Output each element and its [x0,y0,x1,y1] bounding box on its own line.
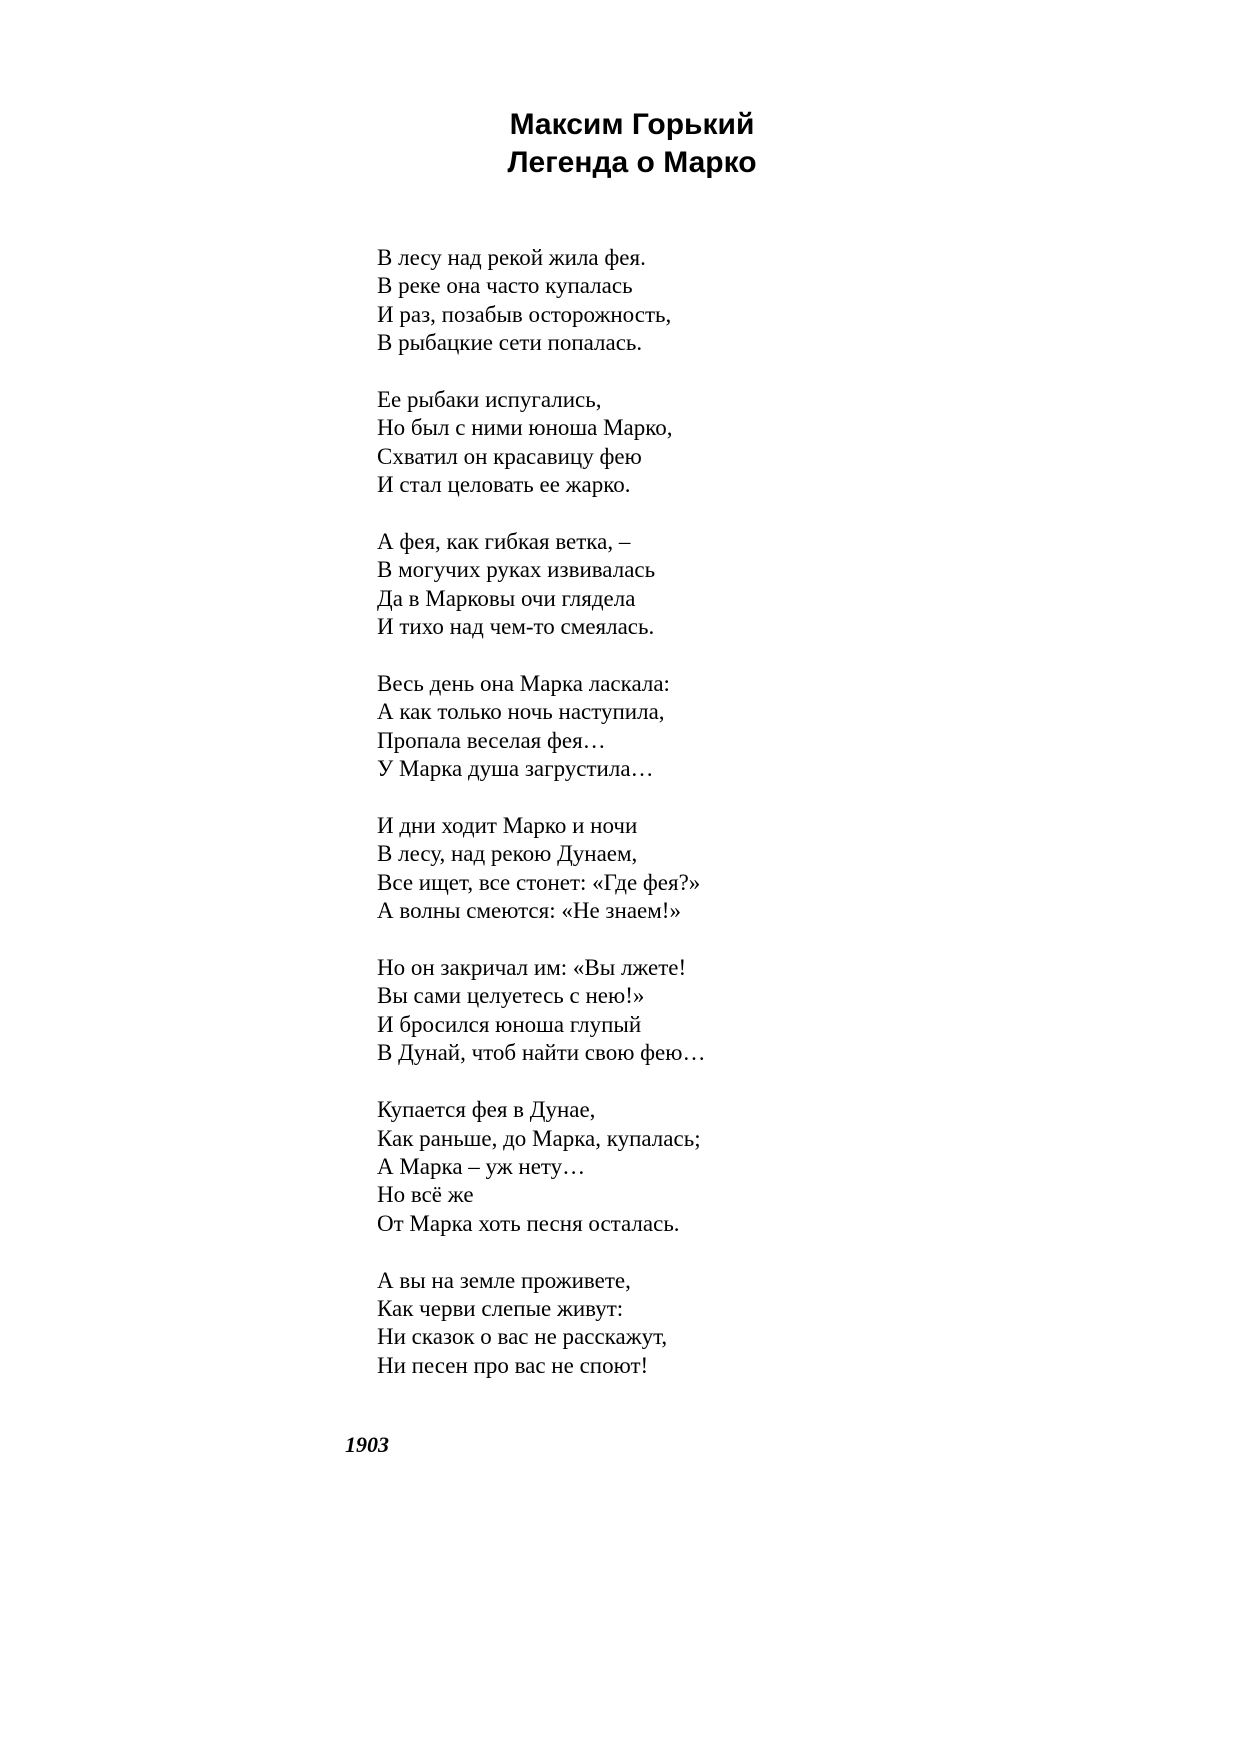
verse-line: И дни ходит Марко и ночи [377,813,638,839]
stanza [377,670,705,784]
verse-line: Ее рыбаки испугались, [377,387,602,413]
verse-line: Вы сами целуетесь с нею!» [377,983,645,1009]
verse-line: От Марка хоть песня осталась. [377,1210,680,1236]
verse-line: А как только ночь наступила, [377,699,665,725]
verse-line: Купается фея в Дунае, [377,1097,596,1123]
verse-line: А вы на земле проживете, [377,1267,631,1293]
poem-body [377,244,705,1409]
verse-line: В реке она часто купалась [377,273,633,299]
verse-line: И раз, позабыв осторожность, [377,301,672,327]
poem-title: Легенда о Марко [507,146,757,179]
verse-line: Как раньше, до Марка, купалась; [377,1125,701,1151]
verse-line: Но он закричал им: «Вы лжете! [377,955,687,981]
verse-line: Да в Марковы очи глядела [377,585,636,611]
stanza [377,1267,705,1381]
verse-line: И стал целовать ее жарко. [377,472,631,498]
verse-line: В лесу над рекой жила фея. [377,245,646,270]
stanza [377,244,705,358]
verse-line: Все ищет, все стонет: «Где фея?» [377,869,701,895]
author-name: Максим Горький [509,108,755,141]
stanza [377,1096,705,1238]
verse-line: В Дунай, чтоб найти свою фею… [377,1040,706,1066]
verse-line: А волны смеются: «Не знаем!» [377,898,681,924]
verse-line: Как черви слепые живут: [377,1295,624,1321]
title-block [0,106,1242,182]
verse-line: В могучих руках извивалась [377,557,656,583]
verse-line: Ни сказок о вас не расскажут, [377,1324,668,1350]
stanza [377,386,705,500]
stanza [377,812,705,926]
verse-line: Весь день она Марка ласкала: [377,671,670,697]
verse-line: Схватил он красавицу фею [377,443,642,469]
verse-line: У Марка душа загрустила… [377,756,654,782]
verse-line: Но всё же [377,1182,474,1208]
verse-line: Пропала веселая фея… [377,727,606,753]
stanza [377,954,705,1068]
verse-line: Но был с ними юноша Марко, [377,415,673,441]
verse-line: В лесу, над рекою Дунаем, [377,841,638,867]
verse-line: И бросился юноша глупый [377,1011,642,1037]
verse-line: И тихо над чем-то смеялась. [377,614,655,640]
verse-line: А Марка – уж нету… [377,1153,586,1179]
verse-line: А фея, как гибкая ветка, – [377,529,631,555]
verse-line: В рыбацкие сети попалась. [377,330,643,356]
stanza [377,528,705,642]
verse-line: Ни песен про вас не споют! [377,1352,649,1378]
poem-year: 1903 [345,1432,389,1457]
